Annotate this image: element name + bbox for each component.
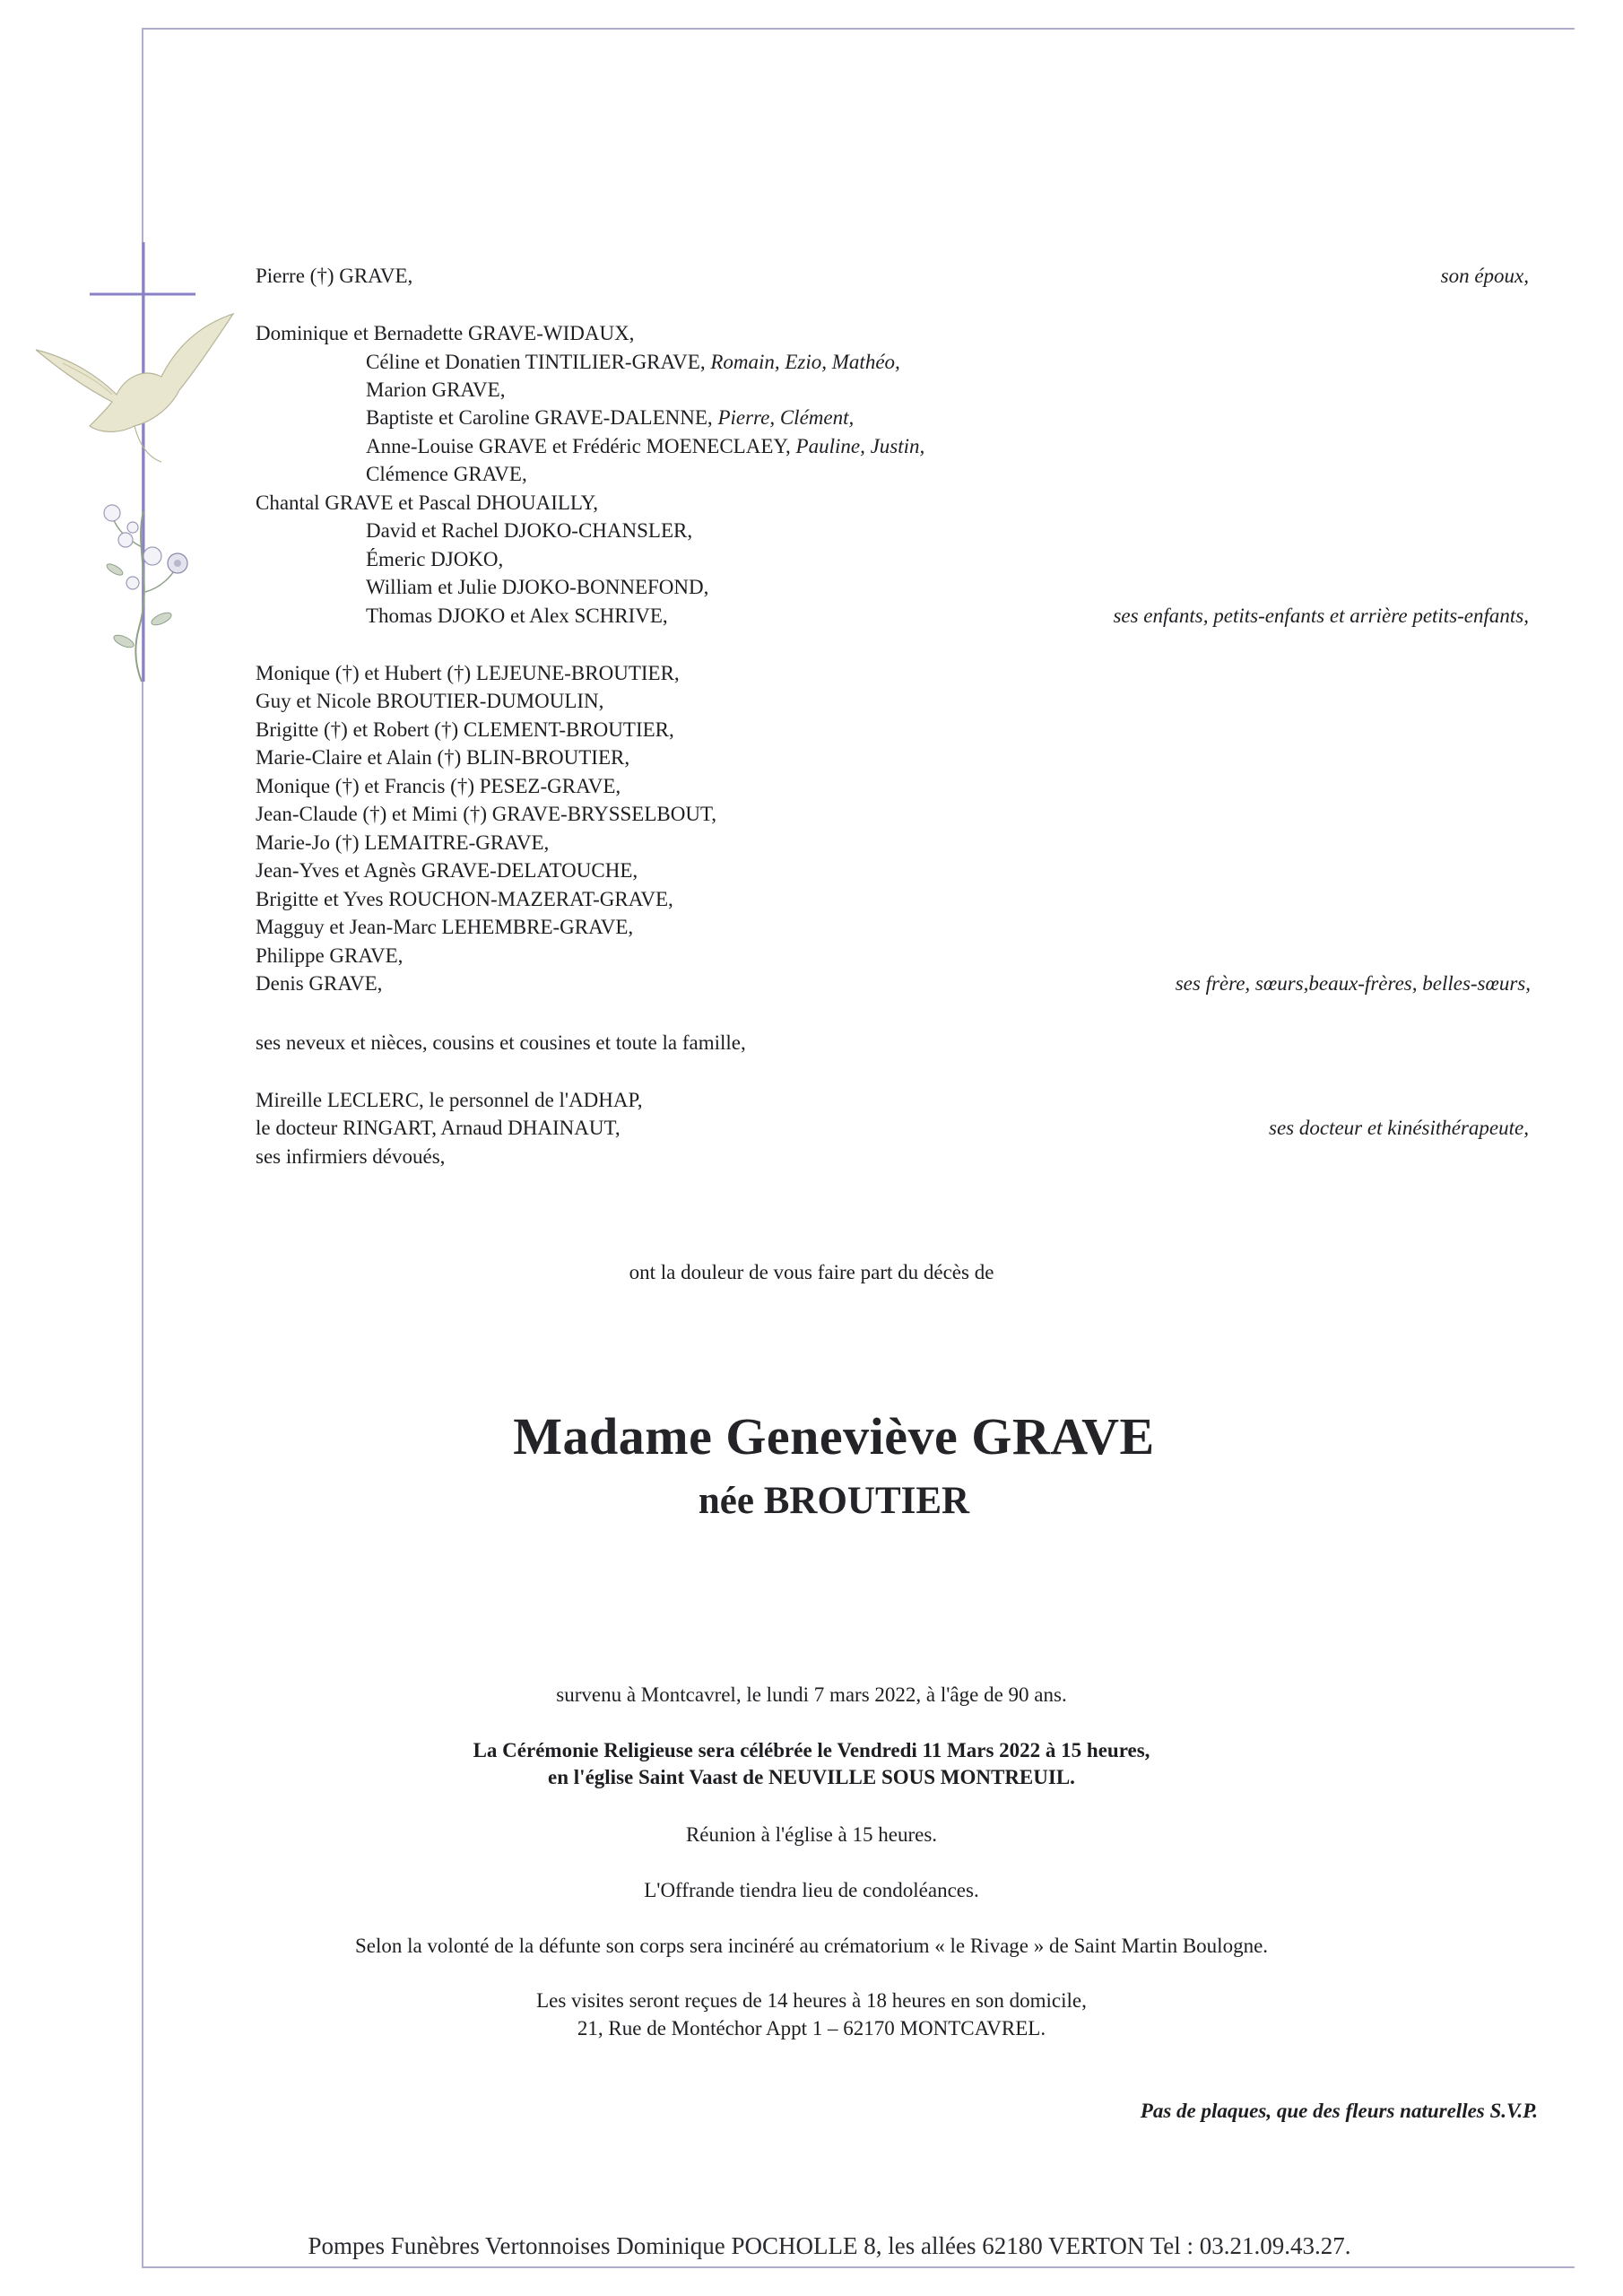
sibling-line: Magguy et Jean-Marc LEHEMBRE-GRAVE, <box>256 916 634 938</box>
spouse-name: Pierre (†) GRAVE, <box>256 265 413 287</box>
ceremony-location: en l'église Saint Vaast de NEUVILLE SOUS MONTREUIL. <box>548 1766 1075 1788</box>
grandchild-line: Baptiste et Caroline GRAVE-DALENNE, Pierre, Clément, <box>366 406 855 429</box>
flower-icon <box>104 505 187 682</box>
carers-role: ses docteur et kinésithérapeute, <box>1269 1117 1529 1139</box>
deceased-birth-name: née BROUTIER <box>698 1480 970 1522</box>
siblings-role: ses frère, sœurs,beaux-frères, belles-sœurs, <box>1175 972 1531 995</box>
closing-note: Pas de plaques, que des fleurs naturelles S.V.P. <box>1140 2100 1538 2122</box>
ceremony-line: La Cérémonie Religieuse sera célébrée le Vendredi 11 Mars 2022 à 15 heures, <box>473 1739 1150 1761</box>
meeting-note: Réunion à l'église à 15 heures. <box>685 1823 938 1846</box>
children-role: ses enfants, petits-enfants et arrière petits-enfants, <box>1113 604 1529 627</box>
death-details: survenu à Montcavrel, le lundi 7 mars 2022, à l'âge de 90 ans. <box>556 1683 1067 1706</box>
spouse-role: son époux, <box>1440 265 1529 287</box>
grandchild-line: Anne-Louise GRAVE et Frédéric MOENECLAEY, Pauline, Justin, <box>366 435 925 457</box>
carer-line: Mireille LECLERC, le personnel de l'ADHAP, <box>256 1089 643 1111</box>
grandchild-line: Marion GRAVE, <box>366 378 506 401</box>
extended-family: ses neveux et nièces, cousins et cousines et toute la famille, <box>256 1031 746 1054</box>
grandchild-line: David et Rachel DJOKO-CHANSLER, <box>366 519 693 542</box>
child-line: Dominique et Bernadette GRAVE-WIDAUX, <box>256 322 635 344</box>
sibling-line: Brigitte (†) et Robert (†) CLEMENT-BROUTIER, <box>256 718 674 741</box>
sibling-line: Marie-Jo (†) LEMAITRE-GRAVE, <box>256 831 550 854</box>
sibling-line: Guy et Nicole BROUTIER-DUMOULIN, <box>256 690 604 712</box>
sibling-line: Denis GRAVE, <box>256 972 383 995</box>
sibling-line: Brigitte et Yves ROUCHON-MAZERAT-GRAVE, <box>256 888 673 910</box>
sibling-line: Philippe GRAVE, <box>256 944 404 967</box>
deceased-name: Madame Geneviève GRAVE <box>513 1407 1155 1465</box>
sibling-line: Marie-Claire et Alain (†) BLIN-BROUTIER, <box>256 746 630 769</box>
dove-icon <box>36 314 233 462</box>
grandchild-line: Émeric DJOKO, <box>366 548 504 570</box>
funeral-home-footer: Pompes Funèbres Vertonnoises Dominique POCHOLLE 8, les allées 62180 VERTON Tel : 03.21.09.43.27. <box>308 2232 1351 2259</box>
sibling-line: Jean-Claude (†) et Mimi (†) GRAVE-BRYSSELBOUT, <box>256 803 717 825</box>
sibling-line: Monique (†) et Francis (†) PESEZ-GRAVE, <box>256 775 621 797</box>
grandchild-line: Thomas DJOKO et Alex SCHRIVE, <box>366 604 668 627</box>
carer-line: le docteur RINGART, Arnaud DHAINAUT, <box>256 1117 621 1139</box>
sibling-line: Jean-Yves et Agnès GRAVE-DELATOUCHE, <box>256 859 638 882</box>
sibling-line: Monique (†) et Hubert (†) LEJEUNE-BROUTIER, <box>256 662 680 684</box>
announcement-text: ont la douleur de vous faire part du décès de <box>629 1261 994 1283</box>
offering-note: L'Offrande tiendra lieu de condoléances. <box>644 1879 979 1901</box>
grandchild-line: William et Julie DJOKO-BONNEFOND, <box>366 576 709 598</box>
grandchild-line: Céline et Donatien TINTILIER-GRAVE, Romain, Ezio, Mathéo, <box>366 351 900 373</box>
cross-dove-ornament <box>27 242 260 682</box>
cremation-note: Selon la volonté de la défunte son corps sera incinéré au crématorium « le Rivage » de Saint Martin Boulogne. <box>354 1935 1269 1957</box>
visits-line: Les visites seront reçues de 14 heures à 18 heures en son domicile, <box>536 1989 1087 2012</box>
grandchild-line: Clémence GRAVE, <box>366 463 527 485</box>
visits-address: 21, Rue de Montéchor Appt 1 – 62170 MONTCAVREL. <box>577 2017 1046 2039</box>
child-line: Chantal GRAVE et Pascal DHOUAILLY, <box>256 491 599 514</box>
frame-bottom-border <box>142 2266 1575 2268</box>
frame-top-border <box>142 28 1575 30</box>
carer-line: ses infirmiers dévoués, <box>256 1145 446 1168</box>
